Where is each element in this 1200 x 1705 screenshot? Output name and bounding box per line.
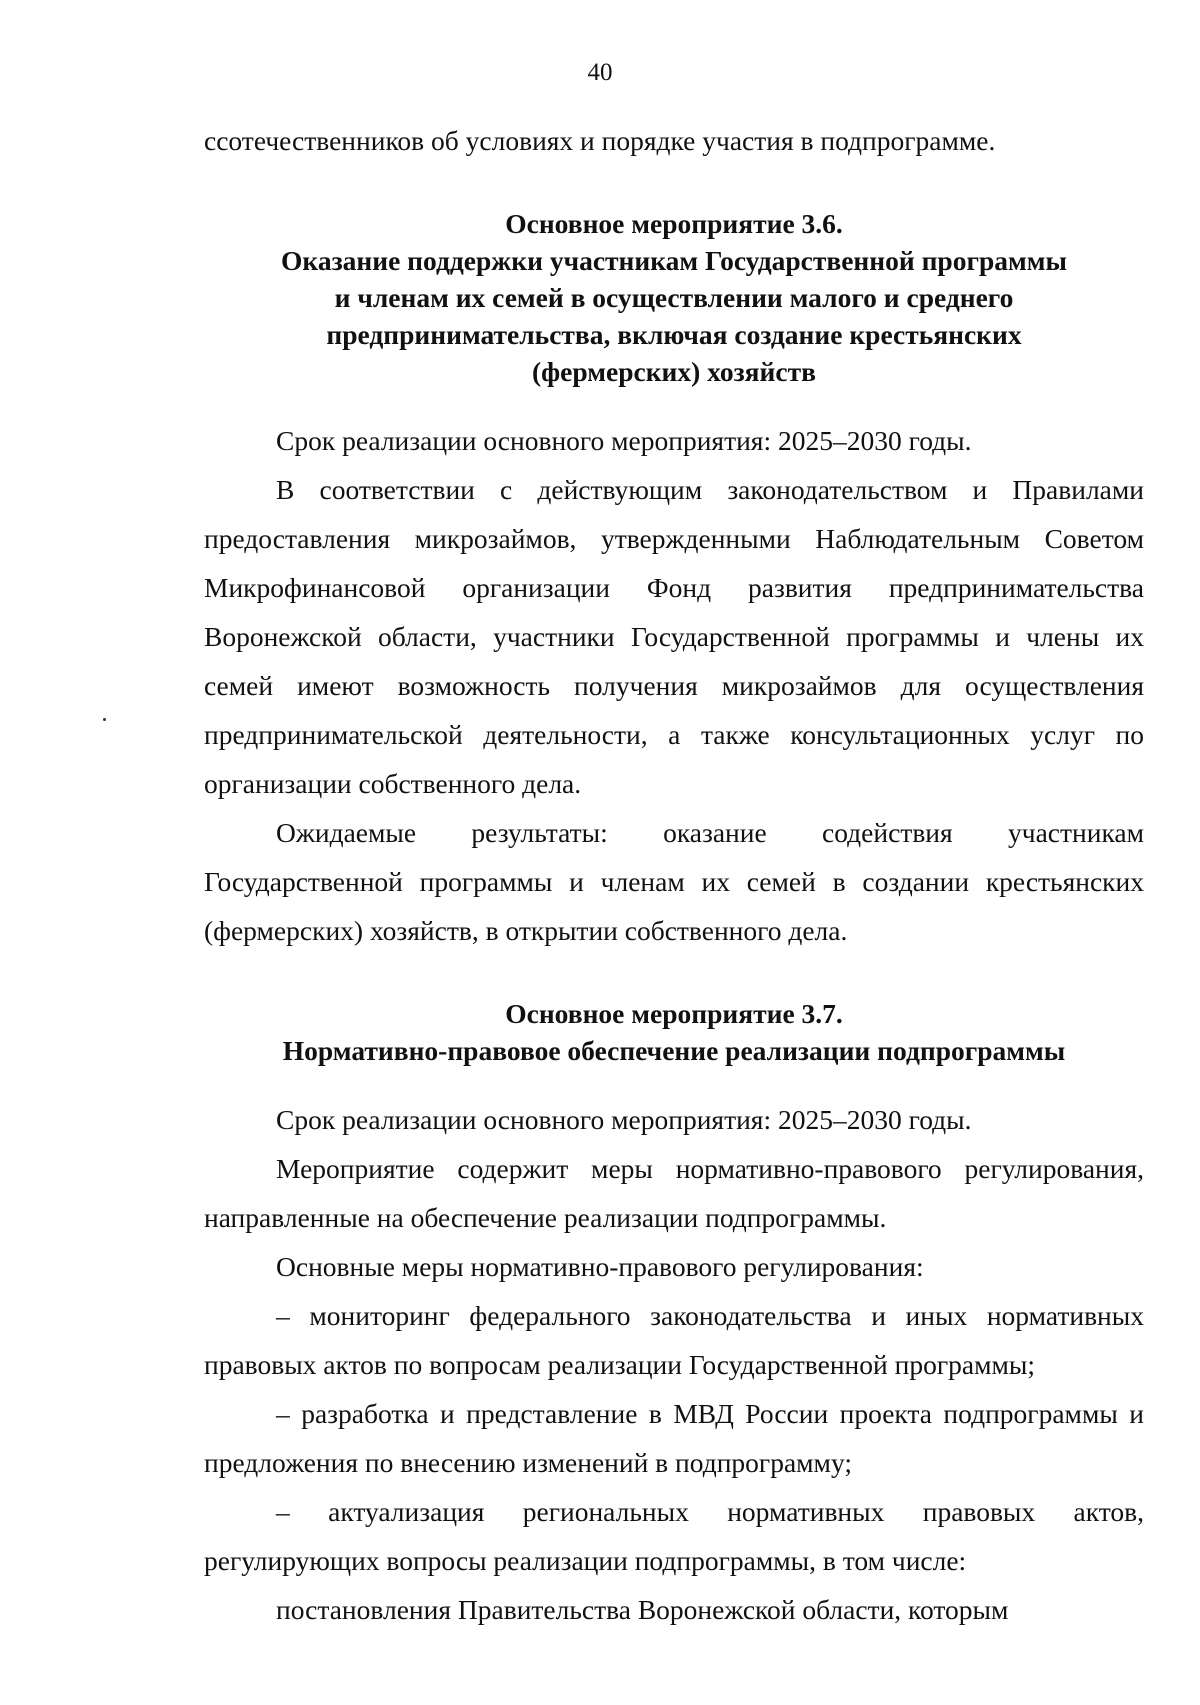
heading-line: Основное мероприятие 3.6. [505,208,843,239]
paragraph: постановления Правительства Воронежской области, которым [276,1594,1009,1625]
heading-line: предпринимательства, включая создание крестьянских [326,319,1022,350]
heading-line: Основное мероприятие 3.7. [505,998,843,1029]
list-item: – мониторинг федерального законодательства и иных нормативных правовых актов по вопросам реализации Государственной программы; [204,1300,1144,1380]
heading-line: (фермерских) хозяйств [532,356,816,387]
heading-line: и членам их семей в осуществлении малого и среднего [334,282,1014,313]
continuation-text: ссотечественников об условиях и порядке участия в подпрограмме. [204,125,996,156]
paragraph: Мероприятие содержит меры нормативно-правового регулирования, направленные на обеспечение реализации подпрограммы. [204,1153,1144,1233]
list-item: – актуализация региональных нормативных правовых актов, регулирующих вопросы реализации подпрограммы, в том числе: [204,1496,1144,1576]
page-number: 40 [587,59,613,86]
section-heading-3-6 [204,205,1144,390]
paragraph: В соответствии с действующим законодательством и Правилами предоставления микрозаймов, утвержденными Наблюдательным Советом Микрофинансовой организации Фонд развития предпринимательства Воронежской области, участники Государственной программы и члены их семей имеют возможность получения микрозаймов для осуществления предпринимательской деятельности, а также консультационных услуг по организации собственного дела. [204,474,1144,799]
paragraph: Срок реализации основного мероприятия: 2025–2030 годы. [276,425,972,456]
paragraph: Ожидаемые результаты: оказание содействия участникам Государственной программы и членам их семей в создании крестьянских (фермерских) хозяйств, в открытии собственного дела. [204,817,1144,946]
heading-line: Оказание поддержки участникам Государственной программы [281,245,1067,276]
list-item: – разработка и представление в МВД России проекта подпрограммы и предложения по внесению изменений в подпрограмму; [204,1398,1144,1478]
page-body [204,116,1144,1634]
paragraph: Основные меры нормативно-правового регулирования: [276,1251,924,1282]
heading-line: Нормативно-правовое обеспечение реализации подпрограммы [282,1035,1066,1066]
scan-speck [103,718,106,721]
section-heading-3-7 [204,995,1144,1069]
paragraph: Срок реализации основного мероприятия: 2025–2030 годы. [276,1104,972,1135]
